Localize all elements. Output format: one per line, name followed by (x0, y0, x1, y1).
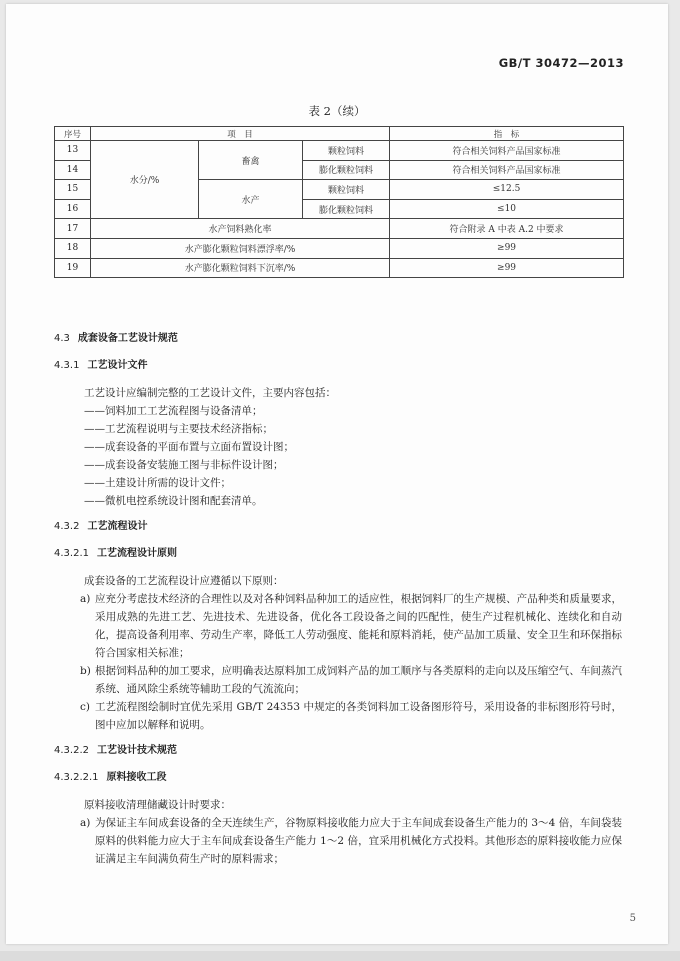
section-heading-4-3-1 (54, 357, 622, 384)
section-title: 工艺流程设计 (87, 521, 148, 532)
section-title: 原料接收工段 (106, 772, 167, 783)
paragraph: 原料接收清理储藏设计时要求： (84, 799, 231, 811)
row-no: 16 (55, 199, 91, 219)
header-index: 指 标 (390, 127, 624, 141)
section-number: 4.3.2.2.1 (54, 772, 99, 783)
list-text: 工艺流程图绘制时宜优先采用 GB/T 24353 中规定的各类饲料加工设备图形符号，采用设备的非标图形符号时，图中应加以解释和说明。 (95, 701, 622, 731)
standard-code: GB/T 30472—2013 (498, 56, 624, 70)
list-item (54, 698, 622, 734)
list-mark: a) (80, 593, 91, 605)
section-heading-4-3 (54, 330, 622, 357)
header-no: 序号 (55, 127, 91, 141)
list-mark: b) (80, 665, 91, 677)
section-number: 4.3.2 (54, 521, 80, 532)
section-number: 4.3 (54, 333, 70, 344)
index-value: ≤12.5 (390, 180, 624, 200)
list-item (54, 662, 622, 698)
index-value: 符合相关饲料产品国家标准 (390, 160, 624, 180)
list-text: 应充分考虑技术经济的合理性以及对各种饲料品种加工的适应性，根据饲料厂的生产规模、产品种类和质量要求，采用成熟的先进工艺、先进技术、先进设备，优化各工段设备之间的匹配性，使生产过程机械化、连续化和自动化，提高设备利用率、劳动生产率，降低工人劳动强度、能耗和原料消耗，使产品加工质量、安全卫生和环保指标符合国家相关标准； (95, 593, 622, 659)
feed-type: 膨化颗粒饲料 (303, 160, 390, 180)
section-number: 4.3.1 (54, 360, 80, 371)
index-value: 符合附录 A 中表 A.2 中要求 (390, 219, 624, 239)
section-number: 4.3.2.2 (54, 745, 89, 756)
group-moisture: 水分/% (91, 141, 199, 219)
row-no: 13 (55, 141, 91, 161)
row-no: 17 (55, 219, 91, 239)
section-heading-4-3-2 (54, 518, 622, 545)
feed-type: 膨化颗粒饲料 (303, 199, 390, 219)
spec-table (54, 126, 624, 278)
index-value: 符合相关饲料产品国家标准 (390, 141, 624, 161)
list-mark: c) (80, 701, 90, 713)
section-number: 4.3.2.1 (54, 548, 89, 559)
index-value: ≥99 (390, 238, 624, 258)
dash-item: ——成套设备的平面布置与立面布置设计图； (84, 441, 294, 453)
header-item: 项 目 (91, 127, 390, 141)
feed-type: 颗粒饲料 (303, 141, 390, 161)
row-no: 19 (55, 258, 91, 278)
section-title: 工艺设计文件 (87, 360, 148, 371)
paragraph: 工艺设计应编制完整的工艺设计文件，主要内容包括： (84, 387, 336, 399)
section-title: 成套设备工艺设计规范 (77, 333, 178, 344)
sub-aquatic: 水产 (199, 180, 303, 219)
body-text (54, 330, 622, 868)
list-mark: a) (80, 817, 91, 829)
row-no: 18 (55, 238, 91, 258)
list-item (54, 590, 622, 662)
section-heading-4-3-2-2 (54, 742, 622, 769)
viewer-bottom-bar (0, 951, 680, 961)
dash-item: ——成套设备安装施工图与非标件设计图； (84, 459, 284, 471)
dash-item: ——饲料加工工艺流程图与设备清单； (84, 405, 263, 417)
section-title: 工艺流程设计原则 (97, 548, 177, 559)
sub-livestock: 畜禽 (199, 141, 303, 180)
dash-item: ——土建设计所需的设计文件； (84, 477, 231, 489)
section-title: 工艺设计技术规范 (97, 745, 177, 756)
paragraph: 成套设备的工艺流程设计应遵循以下原则： (84, 575, 284, 587)
index-value: ≤10 (390, 199, 624, 219)
table-header-row (55, 127, 624, 141)
dash-item: ——微机电控系统设计图和配套清单。 (84, 495, 263, 507)
item-name: 水产膨化颗粒饲料下沉率/% (91, 258, 390, 278)
table-row (55, 258, 624, 278)
item-name: 水产膨化颗粒饲料漂浮率/% (91, 238, 390, 258)
page-number: 5 (629, 913, 636, 924)
row-no: 14 (55, 160, 91, 180)
table-row (55, 238, 624, 258)
feed-type: 颗粒饲料 (303, 180, 390, 200)
section-heading-4-3-2-2-1 (54, 769, 622, 796)
list-item (54, 814, 622, 868)
table-title: 表 2（续） (308, 104, 366, 118)
section-heading-4-3-2-1 (54, 545, 622, 572)
item-name: 水产饲料熟化率 (91, 219, 390, 239)
table-row (55, 141, 624, 161)
dash-item: ——工艺流程说明与主要技术经济指标； (84, 423, 273, 435)
index-value: ≥99 (390, 258, 624, 278)
list-text: 根据饲料品种的加工要求，应明确表达原料加工成饲料产品的加工顺序与各类原料的走向以及压缩空气、车间蒸汽系统、通风除尘系统等辅助工段的气流流向； (95, 665, 622, 695)
row-no: 15 (55, 180, 91, 200)
table-row (55, 219, 624, 239)
list-text: 为保证主车间成套设备的全天连续生产，谷物原料接收能力应大于主车间成套设备生产能力的 3～4 倍，车间袋装原料的供料能力应大于主车间成套设备生产能力 1～2 倍，宜采用机械化方式投料。其他形态的原料接收能力应保证满足主车间满负荷生产时的原料需求； (95, 817, 622, 865)
